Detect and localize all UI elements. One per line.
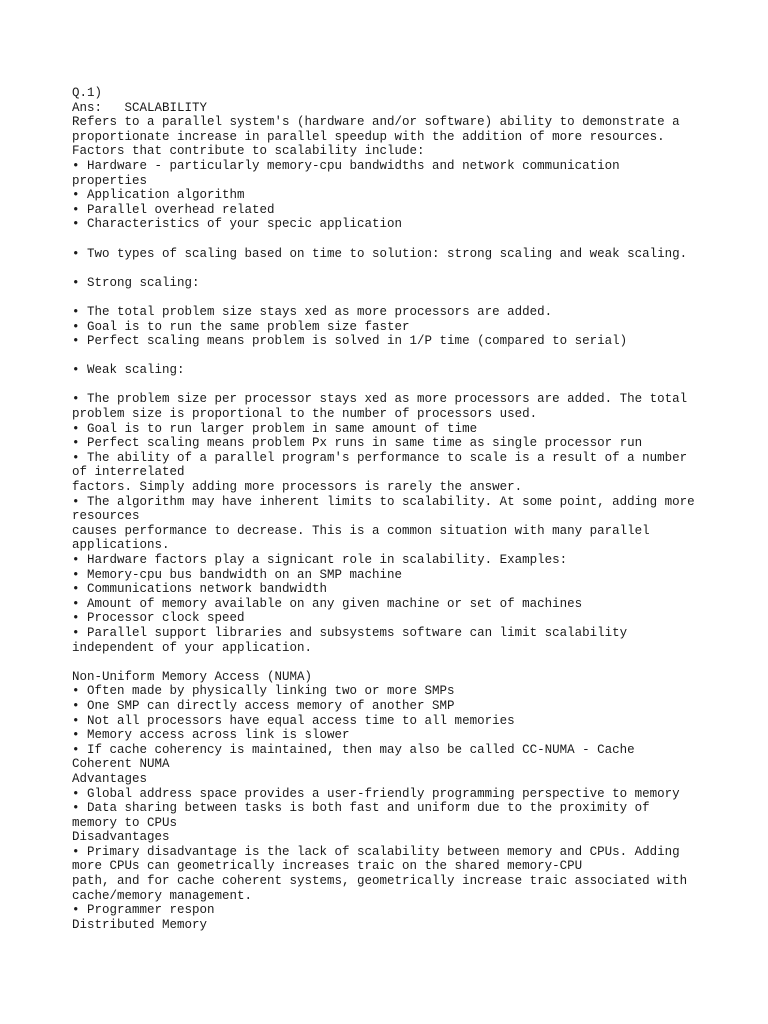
- text-line: Advantages: [72, 771, 148, 786]
- text-line: • Perfect scaling means problem Px runs in same time as single processor run: [72, 436, 643, 451]
- text-line: memory to CPUs: [72, 815, 178, 830]
- text-line: Coherent NUMA: [72, 757, 170, 772]
- text-line: • Hardware - particularly memory-cpu bandwidths and network communication: [72, 158, 620, 173]
- text-line: properties: [72, 173, 148, 188]
- blank-line: [72, 261, 712, 276]
- text-line: Ans: SCALABILITY: [72, 100, 208, 115]
- blank-line: [72, 349, 712, 364]
- text-line: more CPUs can geometrically increases traic on the shared memory-CPU: [72, 859, 583, 874]
- blank-line: [72, 290, 712, 305]
- text-line: • Weak scaling:: [72, 363, 185, 378]
- text-line: Refers to a parallel system's (hardware and/or software) ability to demonstrate a: [72, 115, 680, 130]
- text-line: • Goal is to run larger problem in same amount of time: [72, 421, 478, 436]
- text-line: • Goal is to run the same problem size faster: [72, 319, 410, 334]
- text-line: Q.1): [72, 86, 103, 100]
- text-line: • Two types of scaling based on time to solution: strong scaling and weak scaling.: [72, 246, 688, 261]
- text-line: • The ability of a parallel program's performance to scale is a result of a number: [72, 450, 688, 465]
- text-line: • One SMP can directly access memory of another SMP: [72, 698, 455, 713]
- text-line: Non-Uniform Memory Access (NUMA): [72, 669, 313, 684]
- text-line: • Characteristics of your specic application: [72, 217, 403, 232]
- text-line: independent of your application.: [72, 640, 313, 655]
- text-line: • Memory-cpu bus bandwidth on an SMP machine: [72, 567, 403, 582]
- text-line: • Memory access across link is slower: [72, 728, 350, 743]
- text-line: • The algorithm may have inherent limits to scalability. At some point, adding more: [72, 494, 695, 509]
- text-line: • Perfect scaling means problem is solved in 1/P time (compared to serial): [72, 334, 628, 349]
- text-line: applications.: [72, 538, 170, 553]
- text-line: problem size is proportional to the number of processors used.: [72, 407, 538, 422]
- document-body: [72, 86, 712, 932]
- blank-line: [72, 655, 712, 670]
- blank-line: [72, 378, 712, 393]
- text-line: proportionate increase in parallel speedup with the addition of more resources.: [72, 129, 665, 144]
- text-line: resources: [72, 509, 140, 524]
- text-line: of interrelated: [72, 465, 185, 480]
- text-line: • Processor clock speed: [72, 611, 245, 626]
- text-line: • Global address space provides a user-friendly programming perspective to memory: [72, 786, 680, 801]
- text-line: path, and for cache coherent systems, geometrically increase traic associated with: [72, 874, 688, 889]
- text-line: • Hardware factors play a signicant role in scalability. Examples:: [72, 553, 568, 567]
- text-line: cache/memory management.: [72, 888, 253, 903]
- text-line: • Parallel overhead related: [72, 202, 275, 217]
- text-line: • Often made by physically linking two or more SMPs: [72, 684, 455, 699]
- text-line: • Data sharing between tasks is both fast and uniform due to the proximity of: [72, 801, 650, 816]
- text-line: Distributed Memory: [72, 917, 208, 932]
- text-line: • Application algorithm: [72, 188, 245, 203]
- text-line: • Primary disadvantage is the lack of scalability between memory and CPUs. Adding: [72, 844, 680, 859]
- text-line: • The total problem size stays xed as more processors are added.: [72, 304, 553, 319]
- text-line: • Amount of memory available on any given machine or set of machines: [72, 596, 583, 611]
- text-line: • If cache coherency is maintained, then may also be called CC-NUMA - Cache: [72, 742, 635, 757]
- text-line: • Parallel support libraries and subsystems software can limit scalability: [72, 625, 628, 640]
- text-line: • Not all processors have equal access time to all memories: [72, 713, 515, 728]
- text-line: • Programmer respon: [72, 903, 215, 918]
- text-line: • Communications network bandwidth: [72, 582, 328, 597]
- text-line: • The problem size per processor stays xed as more processors are added. The total: [72, 392, 688, 407]
- text-line: • Strong scaling:: [72, 275, 200, 290]
- text-line: Factors that contribute to scalability include:: [72, 144, 425, 159]
- text-line: factors. Simply adding more processors is rarely the answer.: [72, 480, 523, 495]
- text-line: causes performance to decrease. This is a common situation with many parallel: [72, 523, 650, 538]
- blank-line: [72, 232, 712, 247]
- text-line: Disadvantages: [72, 830, 170, 845]
